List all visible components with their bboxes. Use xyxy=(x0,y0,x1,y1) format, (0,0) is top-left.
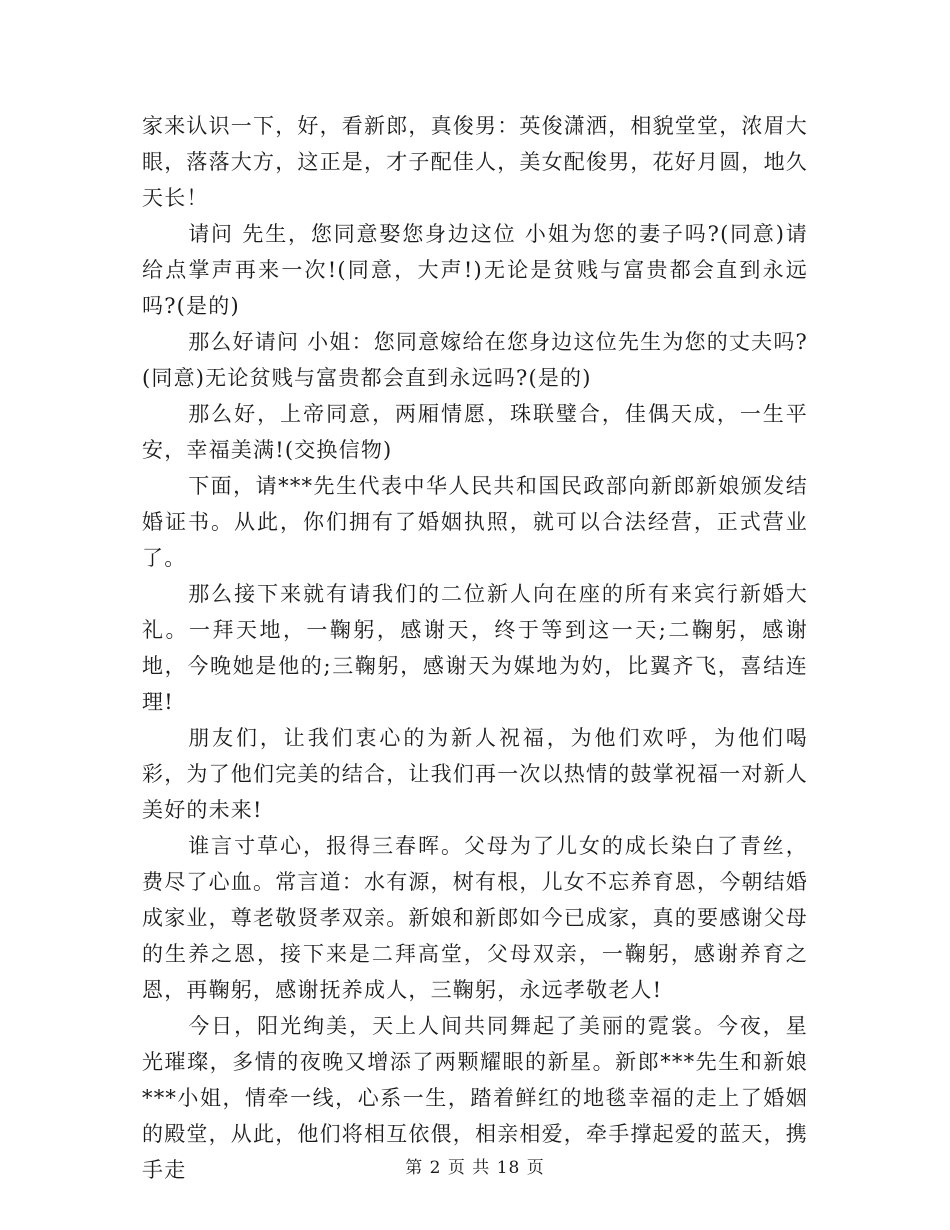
paragraph-2: 请问 先生，您同意娶您身边这位 小姐为您的妻子吗?(同意)请给点掌声再来一次!(同意，大声!)无论是贫贱与富贵都会直到永远吗?(是的) xyxy=(142,222,808,318)
page-footer: 第 2 页 共 18 页 xyxy=(405,1158,545,1178)
paragraph-5: 下面，请***先生代表中华人民共和国民政部向新郎新娘颁发结婚证书。从此，你们拥有了婚姻执照，就可以合法经营，正式营业了。 xyxy=(142,474,808,570)
paragraph-6: 那么接下来就有请我们的二位新人向在座的所有来宾行新婚大礼。一拜天地，一鞠躬，感谢天，终于等到这一天;二鞠躬，感谢地，今晚她是他的;三鞠躬，感谢天为媒地为妁，比翼齐飞，喜结连理! xyxy=(142,582,808,714)
paragraph-9: 今日，阳光绚美，天上人间共同舞起了美丽的霓裳。今夜，星光璀璨，多情的夜晚又增添了两颗耀眼的新星。新郎***先生和新娘***小姐，情牵一线，心系一生，踏着鲜红的地毯幸福的走上了婚姻的殿堂，从此，他们将相互依偎，相亲相爱，牵手撑起爱的蓝天，携手走 xyxy=(142,1014,808,1182)
paragraph-4: 那么好，上帝同意，两厢情愿，珠联璧合，佳偶天成，一生平安，幸福美满!(交换信物) xyxy=(142,402,808,462)
document-body xyxy=(142,108,808,1188)
paragraph-1: 家来认识一下，好，看新郎，真俊男：英俊潇洒，相貌堂堂，浓眉大眼，落落大方，这正是，才子配佳人，美女配俊男，花好月圆，地久天长！ xyxy=(142,114,808,210)
paragraph-7: 朋友们，让我们衷心的为新人祝福，为他们欢呼，为他们喝彩，为了他们完美的结合，让我们再一次以热情的鼓掌祝福一对新人美好的未来! xyxy=(142,726,808,822)
paragraph-8: 谁言寸草心，报得三春晖。父母为了儿女的成长染白了青丝，费尽了心血。常言道：水有源，树有根，儿女不忘养育恩，今朝结婚成家业，尊老敬贤孝双亲。新娘和新郎如今已成家，真的要感谢父母的生养之恩，接下来是二拜高堂，父母双亲，一鞠躬，感谢养育之恩，再鞠躬，感谢抚养成人，三鞠躬，永远孝敬老人! xyxy=(142,834,808,1002)
paragraph-3: 那么好请问 小姐：您同意嫁给在您身边这位先生为您的丈夫吗?(同意)无论贫贱与富贵都会直到永远吗?(是的) xyxy=(142,330,808,390)
